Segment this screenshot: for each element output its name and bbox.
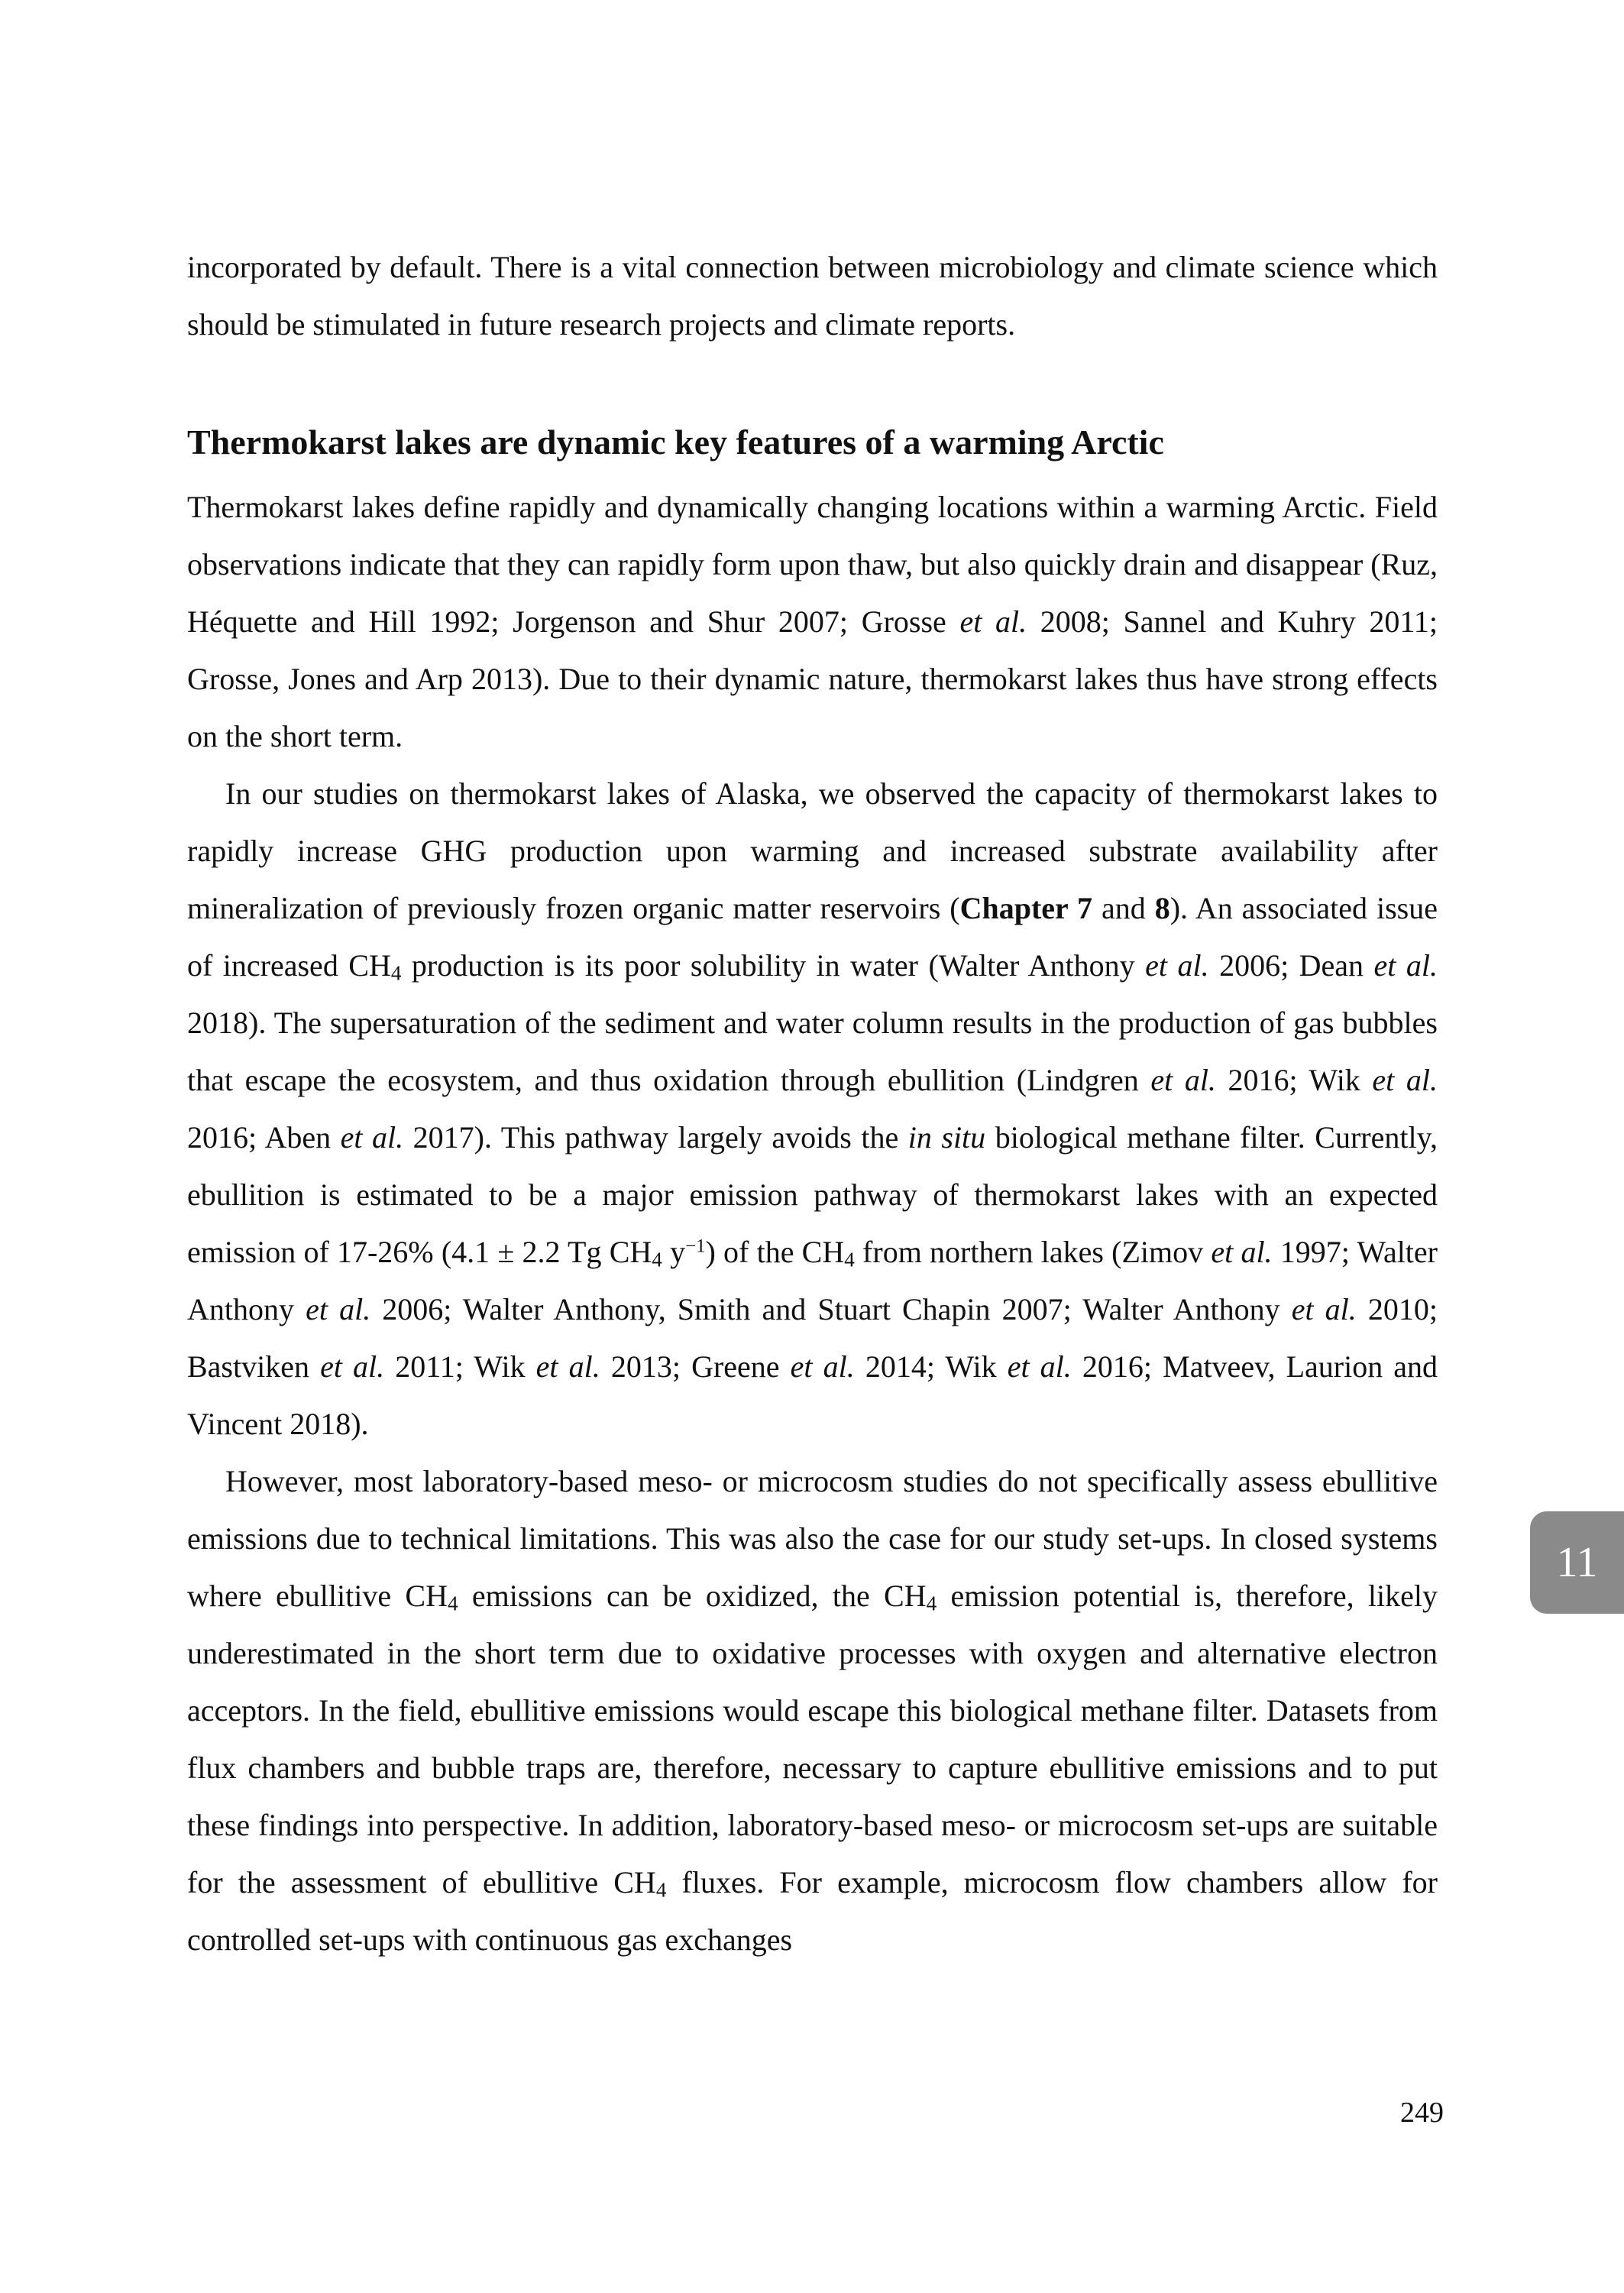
citation-etal: et al. [959,604,1027,639]
section-heading: Thermokarst lakes are dynamic key features of a warming Arctic [187,423,1164,462]
paragraph-3: However, most laboratory-based meso- or microcosm studies do not specifically assess ebullitive emissions due to technical limitations. This was also the case for our study set-ups. In closed systems where ebullitive $CH_4$ emissions can be oxidized, the $CH_4$ emission potential is, therefore, likely underestimated in the short term due to oxidative processes with oxygen and alternative electron acceptors. In the field, ebullitive emissions would escape this biological methane filter. Datasets from flux chambers and bubble traps are, therefore, necessary to capture ebullitive emissions and to put these findings into perspective. In addition, laboratory-based meso- or microcosm set-ups are suitable for the assessment of ebullitive $CH_4$ fluxes. For example, microcosm flow chambers allow for controlled set-ups with continuous gas exchanges [187,1464,1438,1957]
chapter-ref-8: 8 [1154,891,1170,925]
intro-block [187,238,1438,353]
chapter-tab: 11 [1530,1511,1624,1614]
paragraph-2: In our studies on thermokarst lakes of Alaska, we observed the capacity of thermokarst lakes to rapidly increase GHG production upon warming and increased substrate availability after mineralization of previously frozen organic matter reservoirs (Chapter 7 and 8). An associated issue of increased $CH_4$ production is its poor solubility in water (Walter Anthony et al. 2006; Dean et al. 2018). The supersaturation of the sediment and water column results in the production of gas bubbles that escape the ecosystem, and thus oxidation through ebullition (Lindgren et al. 2016; Wik et al. 2016; Aben et al. 2017). This pathway largely avoids the in situ biological methane filter. Currently, ebullition is estimated to be a major emission pathway of thermokarst lakes with an expected emission of 17-26% (4.1 ± 2.2 Tg $CH_4$ $y^{-1}$) of the $CH_4$ from northern lakes (Zimov et al. 1997; Walter Anthony et al. 2006; Walter Anthony, Smith and Stuart Chapin 2007; Walter Anthony et al. 2010; Bastviken et al. 2011; Wik et al. 2013; Greene et al. 2014; Wik et al. 2016; Matveev, Laurion and Vincent 2018). [187,776,1438,1441]
paragraph-1: Thermokarst lakes define rapidly and dynamically changing locations within a warming Arctic. Field observations indicate that they can rapidly form upon thaw, but also quickly drain and disappear (Ruz, Héquette and Hill 1992; Jorgenson and Shur 2007; Grosse et al. 2008; Sannel and Kuhry 2011; Grosse, Jones and Arp 2013). Due to their dynamic nature, thermokarst lakes thus have strong effects on the short term. [187,490,1438,753]
chapter-ref-7: Chapter 7 [959,891,1093,925]
section-body [187,478,1438,1968]
in-situ-term: in situ [907,1120,986,1155]
intro-paragraph: incorporated by default. There is a vital connection between microbiology and climate science which should be stimulated in future research projects and climate reports. [187,250,1438,342]
page-number: 249 [1400,2097,1444,2129]
